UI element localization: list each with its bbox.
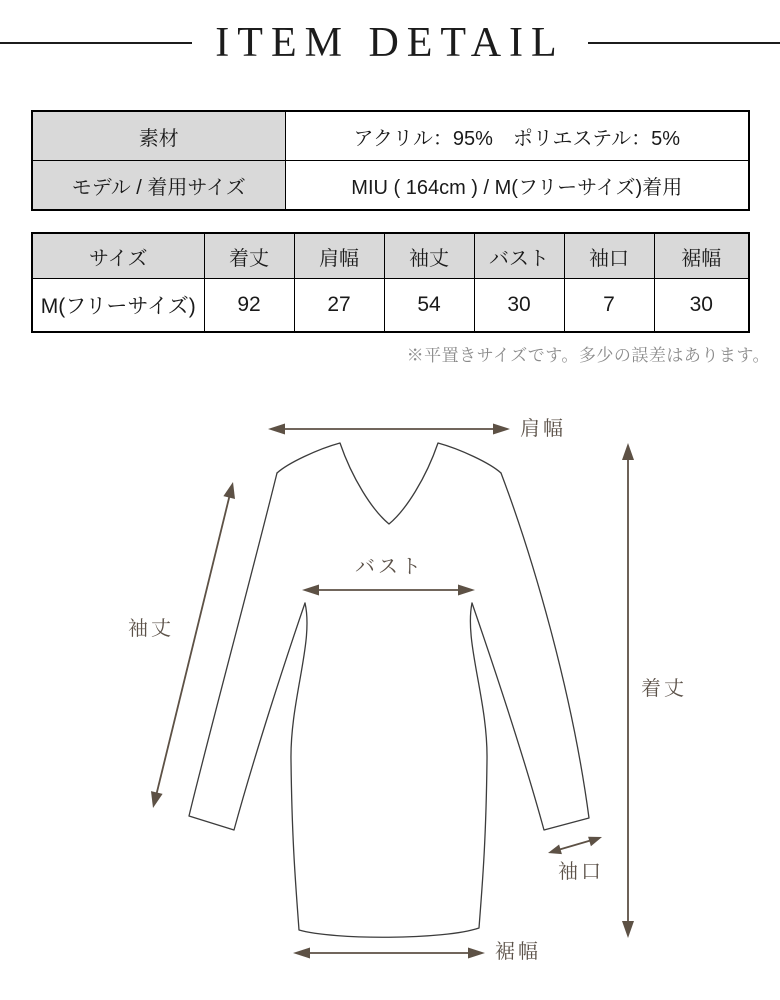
col-header-shoulder: 肩幅 bbox=[294, 233, 384, 279]
col-header-size: サイズ bbox=[32, 233, 204, 279]
col-header-sleeve: 袖丈 bbox=[384, 233, 474, 279]
model-value-cell: MIU ( 164cm ) / M(フリーサイズ)着用 bbox=[285, 161, 749, 211]
bust-label: バスト bbox=[355, 556, 424, 578]
cuff-value-cell: 7 bbox=[564, 279, 654, 333]
hem-width-label: 裾幅 bbox=[495, 941, 541, 963]
bust-arrow bbox=[302, 585, 475, 596]
length-value-cell: 92 bbox=[204, 279, 294, 333]
model-label-cell: モデル / 着用サイズ bbox=[32, 161, 285, 211]
dress-neckline bbox=[277, 443, 501, 524]
bust-value-cell: 30 bbox=[474, 279, 564, 333]
sleeve-length-label: 袖丈 bbox=[128, 618, 174, 640]
shoulder-width-label: 肩幅 bbox=[520, 418, 566, 440]
shoulder-width-arrow bbox=[268, 424, 510, 435]
cuff-label: 袖口 bbox=[558, 861, 604, 883]
size-name-cell: M(フリーサイズ) bbox=[32, 279, 204, 333]
col-header-hem: 裾幅 bbox=[654, 233, 749, 279]
hem-width-arrow bbox=[293, 948, 485, 959]
material-label-cell: 素材 bbox=[32, 111, 285, 161]
dress-bodice bbox=[291, 603, 487, 937]
dress-outline bbox=[189, 443, 589, 937]
col-header-length: 着丈 bbox=[204, 233, 294, 279]
page-title: ITEM DETAIL bbox=[215, 20, 565, 66]
material-value-cell: アクリル：95% ポリエステル：5% bbox=[285, 111, 749, 161]
col-header-bust: バスト bbox=[474, 233, 564, 279]
shoulder-value-cell: 27 bbox=[294, 279, 384, 333]
garment-length-label: 着丈 bbox=[641, 678, 687, 700]
cuff-arrow bbox=[548, 837, 602, 854]
col-header-cuff: 袖口 bbox=[564, 233, 654, 279]
hem-value-cell: 30 bbox=[654, 279, 749, 333]
dress-left-sleeve bbox=[189, 473, 305, 830]
garment-length-arrow bbox=[622, 443, 634, 938]
size-note: ※平置きサイズです。多少の誤差はあります。 bbox=[406, 346, 770, 365]
sleeve-length-arrow bbox=[151, 482, 235, 808]
sleeve-value-cell: 54 bbox=[384, 279, 474, 333]
dress-right-sleeve bbox=[472, 473, 589, 830]
